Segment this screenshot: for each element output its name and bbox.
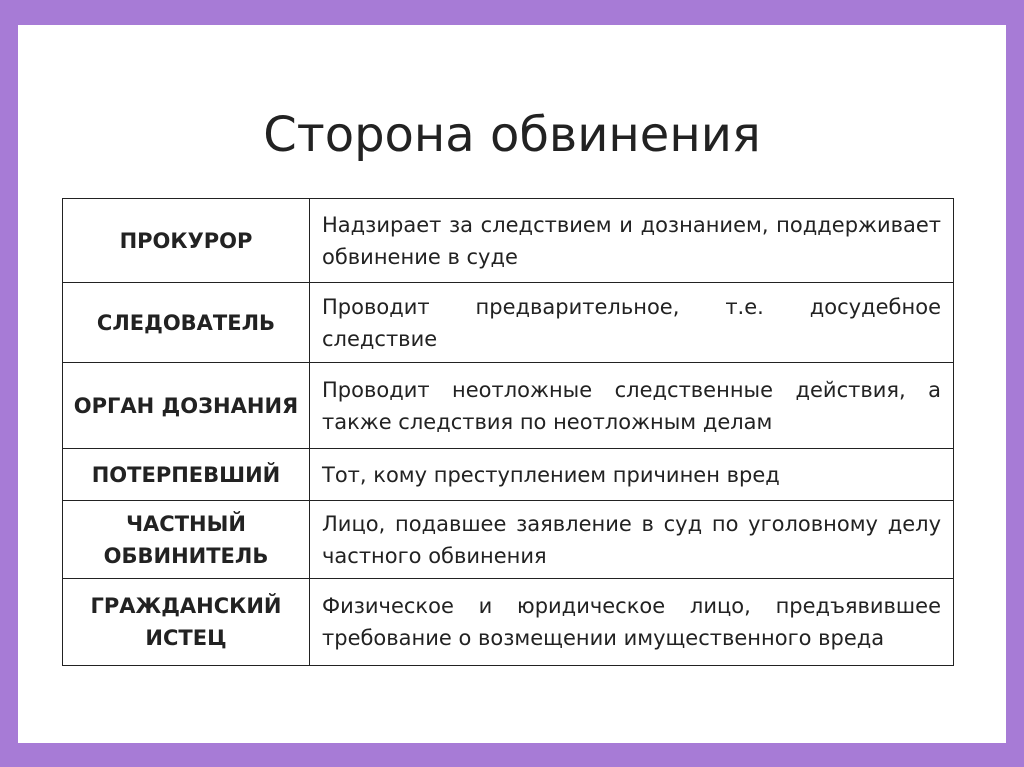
role-cell: ОРГАН ДОЗНАНИЯ <box>63 363 310 449</box>
table-row <box>63 579 954 666</box>
role-cell: СЛЕДОВАТЕЛЬ <box>63 283 310 363</box>
description-cell: Лицо, подавшее заявление в суд по уголовному делу частного обвинения <box>310 501 954 579</box>
description-cell: Физическое и юридическое лицо, предъявившее требование о возмещении имущественного вреда <box>310 579 954 666</box>
table-row <box>63 501 954 579</box>
role-cell: ЧАСТНЫЙ ОБВИНИТЕЛЬ <box>63 501 310 579</box>
role-cell: ПОТЕРПЕВШИЙ <box>63 449 310 501</box>
role-cell: ПРОКУРОР <box>63 199 310 283</box>
table-row <box>63 449 954 501</box>
slide-title: Сторона обвинения <box>263 107 761 163</box>
table-row <box>63 283 954 363</box>
slide <box>18 25 1006 743</box>
description-cell: Проводит предварительное, т.е. досудебное следствие <box>310 283 954 363</box>
prosecution-roles-table <box>62 198 954 666</box>
role-cell: ГРАЖДАНСКИЙ ИСТЕЦ <box>63 579 310 666</box>
table-row <box>63 363 954 449</box>
table-row <box>63 199 954 283</box>
description-cell: Тот, кому преступлением причинен вред <box>310 449 954 501</box>
description-cell: Проводит неотложные следственные действия, а также следствия по неотложным делам <box>310 363 954 449</box>
description-cell: Надзирает за следствием и дознанием, поддерживает обвинение в суде <box>310 199 954 283</box>
